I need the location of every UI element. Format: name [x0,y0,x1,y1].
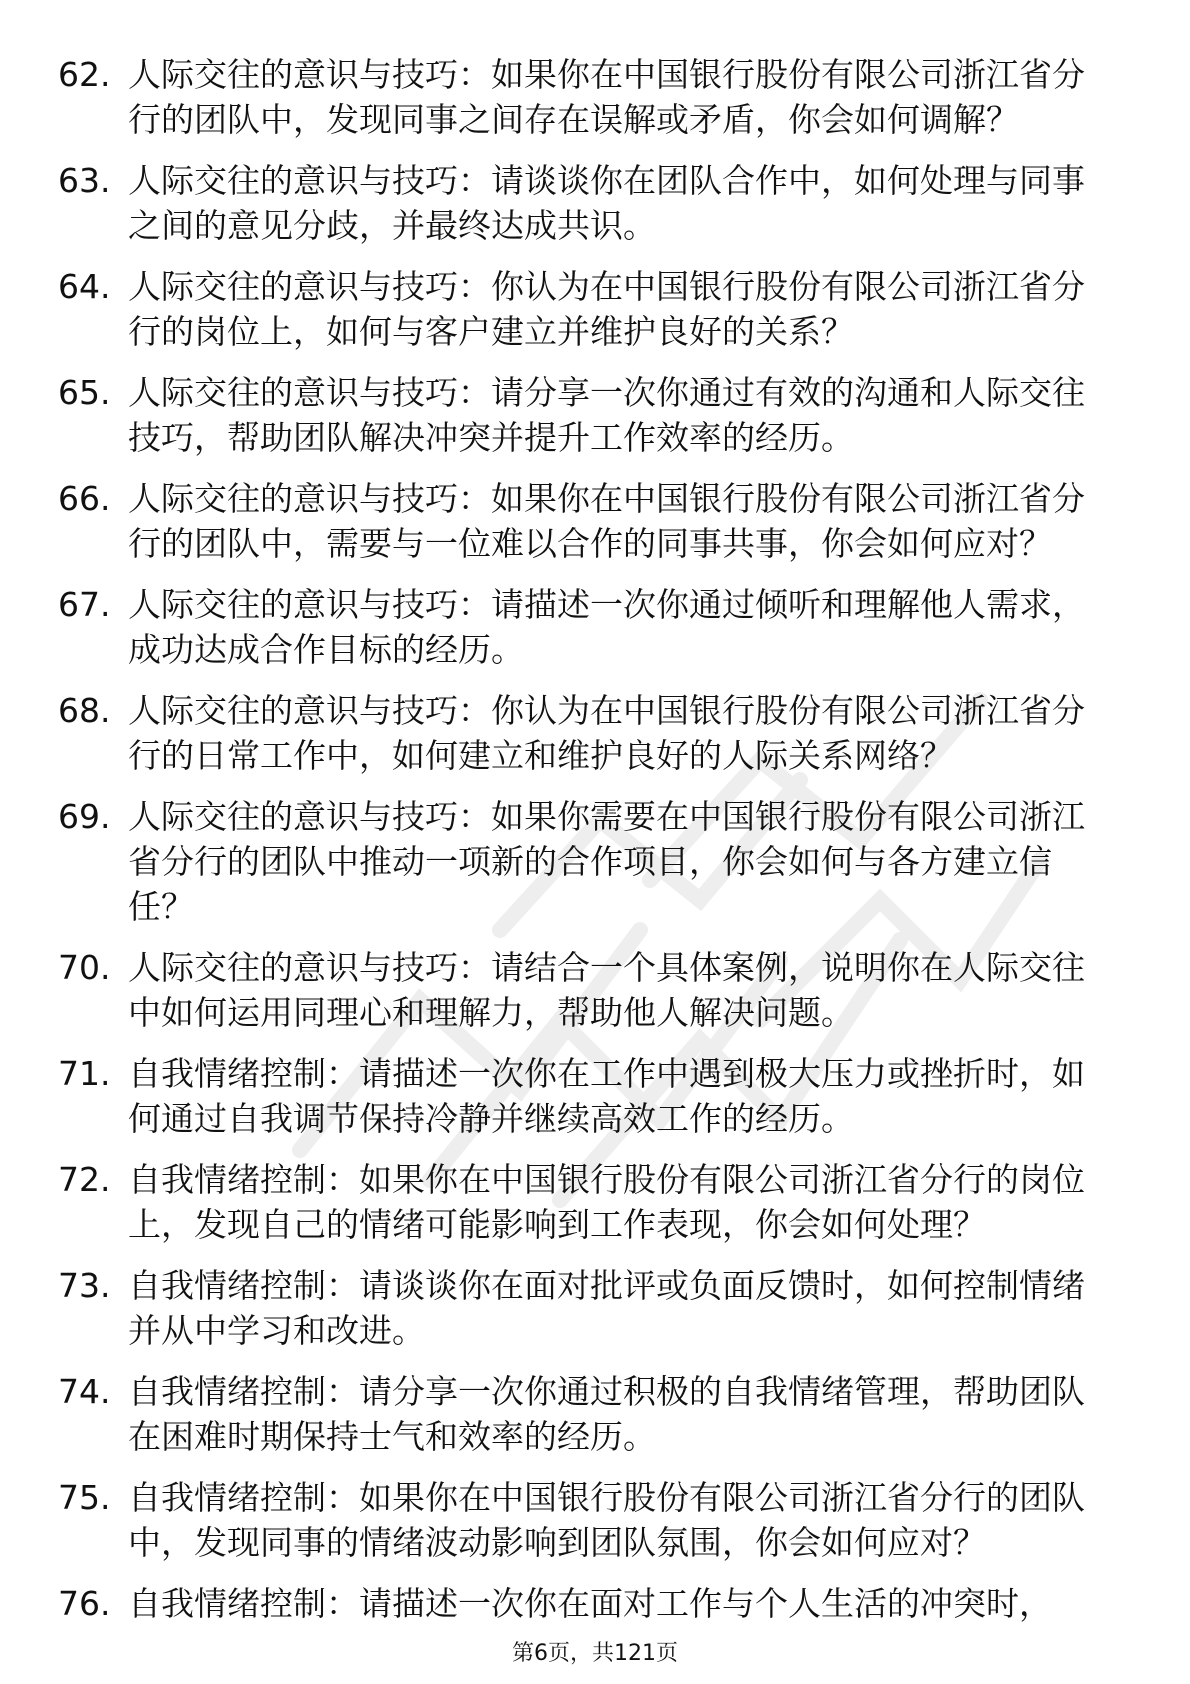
question-text: 人际交往的意识与技巧：如果你需要在中国银行股份有限公司浙江省分行的团队中推动一项新的合作项目，你会如何与各方建立信任？ [128,797,1085,926]
question-number: 75. [58,1478,111,1517]
list-item [0,370,1190,460]
list-item [0,476,1190,566]
page-footer: 第6页，共121页 [512,1641,678,1666]
question-text: 人际交往的意识与技巧：你认为在中国银行股份有限公司浙江省分行的岗位上，如何与客户建立并维护良好的关系？ [128,267,1085,351]
list-item [0,1369,1190,1459]
question-number: 68. [58,691,111,730]
question-number: 64. [58,267,111,306]
list-item [0,794,1190,929]
list-item [0,52,1190,142]
question-text: 自我情绪控制：请描述一次你在工作中遇到极大压力或挫折时，如何通过自我调节保持冷静并继续高效工作的经历。 [128,1054,1085,1138]
question-number: 69. [58,797,111,836]
list-item [0,688,1190,778]
question-text: 人际交往的意识与技巧：请描述一次你通过倾听和理解他人需求，成功达成合作目标的经历。 [128,585,1085,669]
question-text: 人际交往的意识与技巧：请结合一个具体案例，说明你在人际交往中如何运用同理心和理解力，帮助他人解决问题。 [128,948,1085,1032]
list-item [0,1157,1190,1247]
list-item [0,1475,1190,1565]
question-number: 71. [58,1054,111,1093]
question-number: 67. [58,585,111,624]
question-text: 自我情绪控制：如果你在中国银行股份有限公司浙江省分行的岗位上，发现自己的情绪可能影响到工作表现，你会如何处理？ [128,1160,1085,1244]
question-number: 74. [58,1372,111,1411]
list-item [0,582,1190,672]
question-text: 人际交往的意识与技巧：请谈谈你在团队合作中，如何处理与同事之间的意见分歧，并最终达成共识。 [128,161,1085,245]
list-item [0,1263,1190,1353]
list-item [0,158,1190,248]
question-number: 76. [58,1584,111,1623]
question-number: 73. [58,1266,111,1305]
list-item [0,945,1190,1035]
question-text: 自我情绪控制：如果你在中国银行股份有限公司浙江省分行的团队中，发现同事的情绪波动影响到团队氛围，你会如何应对？ [128,1478,1085,1562]
list-item [0,264,1190,354]
question-number: 65. [58,373,111,412]
question-text: 人际交往的意识与技巧：你认为在中国银行股份有限公司浙江省分行的日常工作中，如何建立和维护良好的人际关系网络？ [128,691,1085,775]
question-number: 62. [58,55,111,94]
question-number: 70. [58,948,111,987]
question-text: 自我情绪控制：请谈谈你在面对批评或负面反馈时，如何控制情绪并从中学习和改进。 [128,1266,1085,1350]
question-list [0,52,1190,1642]
question-number: 72. [58,1160,111,1199]
question-text: 人际交往的意识与技巧：如果你在中国银行股份有限公司浙江省分行的团队中，需要与一位难以合作的同事共事，你会如何应对？ [128,479,1085,563]
list-item [0,1581,1190,1626]
question-number: 63. [58,161,111,200]
question-number: 66. [58,479,111,518]
question-text: 自我情绪控制：请分享一次你通过积极的自我情绪管理，帮助团队在困难时期保持士气和效率的经历。 [128,1372,1085,1456]
question-text: 自我情绪控制：请描述一次你在面对工作与个人生活的冲突时， [128,1584,1052,1623]
list-item [0,1051,1190,1141]
question-text: 人际交往的意识与技巧：如果你在中国银行股份有限公司浙江省分行的团队中，发现同事之间存在误解或矛盾，你会如何调解？ [128,55,1085,139]
question-text: 人际交往的意识与技巧：请分享一次你通过有效的沟通和人际交往技巧，帮助团队解决冲突并提升工作效率的经历。 [128,373,1085,457]
